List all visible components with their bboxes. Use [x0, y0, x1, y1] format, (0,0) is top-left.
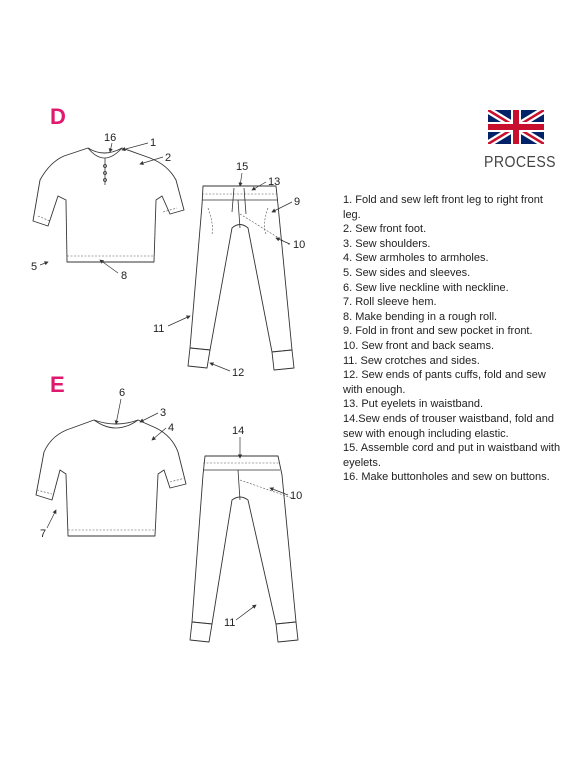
callout-10: 10 [293, 239, 306, 251]
process-step: 16. Make buttonholes and sew on buttons. [343, 471, 550, 484]
callout-14: 14 [232, 425, 245, 437]
section-letter-d: D [50, 104, 66, 129]
process-step: 10. Sew front and back seams. [343, 339, 495, 352]
section-letter-e: E [50, 372, 65, 397]
callout-7: 7 [40, 528, 47, 540]
callout-8: 8 [121, 270, 128, 282]
callout-15: 15 [236, 161, 249, 173]
callout-9: 9 [294, 196, 301, 208]
process-step: 9. Fold in front and sew pocket in front. [343, 325, 533, 338]
process-steps-list [343, 193, 561, 485]
process-step: 13. Put eyelets in waistband. [343, 398, 484, 411]
callout-2: 2 [165, 152, 172, 164]
uk-flag-icon [488, 110, 544, 144]
callout-13: 13 [268, 176, 281, 188]
process-label: PROCESS [484, 154, 556, 171]
process-step: 6. Sew live neckline with neckline. [343, 281, 509, 294]
process-step: 4. Sew armholes to armholes. [343, 252, 489, 265]
callout-11: 11 [153, 323, 165, 335]
callout-4: 4 [168, 422, 175, 434]
process-step: 12. Sew ends of pants cuffs, fold and sew with enough. [343, 369, 546, 396]
henley-shirt-drawing [33, 148, 184, 262]
callout-6: 6 [119, 387, 126, 399]
pants-with-cord-drawing [188, 186, 294, 370]
process-step: 7. Roll sleeve hem. [343, 296, 437, 309]
process-step: 8. Make bending in a rough roll. [343, 310, 498, 323]
callout-3: 3 [160, 407, 167, 419]
callout-11-e: 11 [224, 617, 236, 629]
callout-16: 16 [104, 132, 117, 144]
process-step: 3. Sew shoulders. [343, 237, 431, 250]
process-step: 1. Fold and sew left front leg to right front leg. [343, 194, 543, 221]
callout-10-e: 10 [290, 490, 303, 502]
process-step: 5. Sew sides and sleeves. [343, 266, 471, 279]
process-step: 2. Sew front foot. [343, 223, 427, 236]
process-step: 11. Sew crotches and sides. [343, 354, 480, 367]
process-step: 14.Sew ends of trouser waistband, fold and sew with enough including elastic. [343, 412, 554, 440]
callout-1: 1 [150, 137, 157, 149]
process-step: 15. Assemble cord and put in waistband with eyelets. [343, 442, 561, 469]
callout-12: 12 [232, 367, 245, 379]
callout-5: 5 [31, 261, 38, 273]
plain-shirt-drawing [36, 420, 186, 536]
